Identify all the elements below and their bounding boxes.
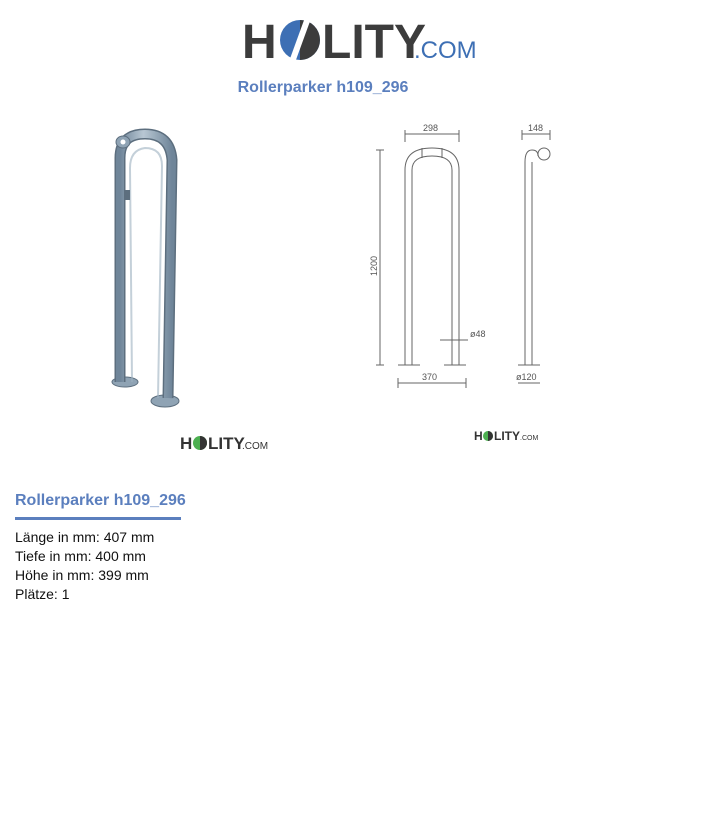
dim-width-top: 298 xyxy=(423,123,439,133)
dim-height: 1200 xyxy=(369,255,379,276)
spec-places: Plätze: 1 xyxy=(15,586,70,602)
dim-depth-top: 148 xyxy=(528,123,544,133)
dim-tube: ø48 xyxy=(470,329,486,339)
logo-suffix: .COM xyxy=(414,37,477,64)
page-title: Rollerparker h109_296 xyxy=(237,79,409,96)
logo-o-icon xyxy=(483,431,493,441)
section-divider xyxy=(15,517,181,520)
svg-text:LITY: LITY xyxy=(494,429,520,443)
holity-logo-drawing xyxy=(474,428,546,444)
logo-letter-h: H xyxy=(242,16,277,68)
svg-text:.COM: .COM xyxy=(242,441,269,452)
spec-height: Höhe in mm: 399 mm xyxy=(15,567,149,583)
holity-logo[interactable] xyxy=(242,12,482,68)
spec-length: Länge in mm: 407 mm xyxy=(15,529,155,545)
logo-o-icon xyxy=(193,436,207,450)
svg-text:H: H xyxy=(474,429,483,443)
dim-width-bottom: 370 xyxy=(422,372,438,382)
spec-depth: Tiefe in mm: 400 mm xyxy=(15,548,146,564)
section-title: Rollerparker h109_296 xyxy=(15,492,186,509)
product-photo xyxy=(100,120,210,420)
technical-drawing xyxy=(360,118,560,393)
logo-o-icon xyxy=(280,15,320,66)
dim-base: ø120 xyxy=(516,372,537,382)
svg-text:.COM: .COM xyxy=(520,435,539,442)
holity-logo-small xyxy=(180,432,278,454)
logo-letters-lity: LITY xyxy=(322,16,426,68)
svg-text:H: H xyxy=(180,434,193,453)
svg-text:LITY: LITY xyxy=(208,434,245,453)
spec-list xyxy=(15,528,154,604)
